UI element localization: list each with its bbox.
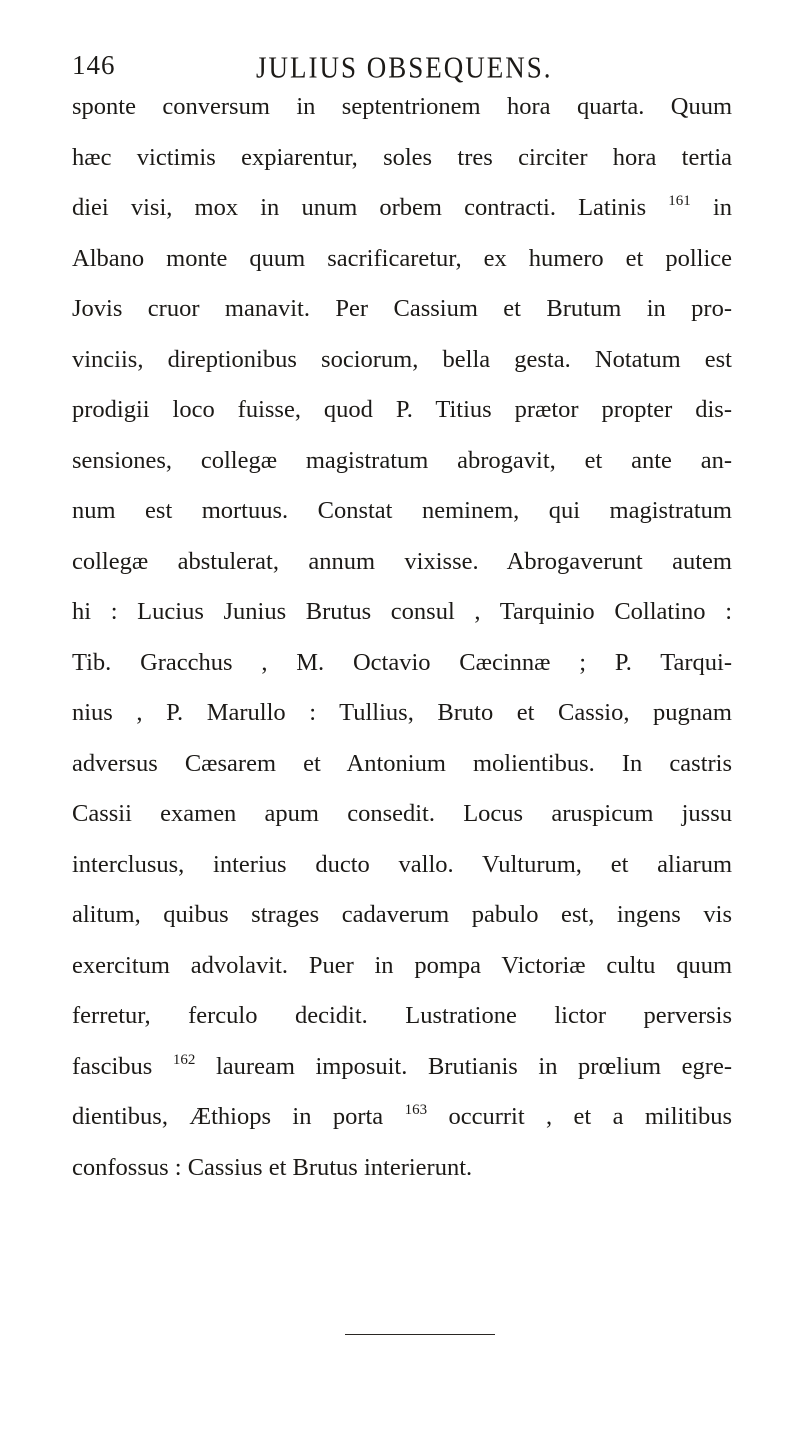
text-segment: ferretur, ferculo decidit. Lustratione lictor perversis	[72, 1002, 732, 1029]
text-segment: Albano monte quum sacrificaretur, ex humero et pollice	[72, 244, 732, 272]
text-line	[72, 82, 732, 133]
text-line	[72, 436, 732, 487]
text-segment: Jovis cruor manavit. Per Cassium et Brutum in pro-	[72, 295, 732, 322]
text-line	[72, 284, 732, 335]
footnote-reference: 163	[404, 1102, 428, 1118]
text-segment: sensiones, collegæ magistratum abrogavit, et ante an-	[72, 446, 732, 474]
text-line	[72, 991, 732, 1042]
footnote-reference: 162	[172, 1051, 196, 1068]
text-line	[72, 1143, 732, 1194]
text-line	[72, 739, 732, 790]
text-segment: Cassii examen apum consedit. Locus aruspicum jussu	[72, 800, 732, 827]
text-segment: occurrit , et a militibus	[427, 1103, 732, 1130]
text-line	[72, 385, 732, 436]
text-segment: alitum, quibus strages cadaverum pabulo est, ingens vis	[72, 901, 732, 928]
text-line	[72, 890, 732, 941]
text-line	[72, 638, 732, 689]
text-segment: hi : Lucius Junius Brutus consul , Tarquinio Collatino :	[72, 598, 732, 625]
text-line	[72, 234, 732, 285]
text-line	[72, 688, 732, 739]
text-segment: lauream imposuit. Brutianis in prœlium egre-	[195, 1052, 732, 1080]
text-segment: nius , P. Marullo : Tullius, Bruto et Cassio, pugnam	[72, 699, 732, 726]
text-line	[72, 789, 732, 840]
text-line	[72, 1042, 732, 1093]
text-segment: sponte conversum in septentrionem hora quarta. Quum	[72, 93, 732, 120]
text-segment: in	[690, 194, 732, 221]
text-line	[72, 183, 732, 234]
text-segment: exercitum advolavit. Puer in pompa Victoriæ cultu quum	[72, 951, 732, 979]
text-segment: dientibus, Æthiops in porta	[72, 1103, 405, 1130]
section-end-rule	[345, 1334, 495, 1335]
text-segment: vinciis, direptionibus sociorum, bella gesta. Notatum est	[72, 345, 732, 373]
text-line	[72, 537, 732, 588]
text-line	[72, 840, 732, 891]
page-number: 146	[72, 50, 116, 80]
text-segment: prodigii loco fuisse, quod P. Titius prætor propter dis-	[72, 396, 732, 423]
text-segment: collegæ abstulerat, annum vixisse. Abrogaverunt autem	[72, 547, 732, 575]
text-segment: hæc victimis expiarentur, soles tres circiter hora tertia	[72, 143, 732, 171]
footnote-reference: 161	[668, 193, 691, 209]
text-segment: confossus : Cassius et Brutus interierunt.	[72, 1153, 473, 1181]
text-line	[72, 133, 732, 184]
text-segment: adversus Cæsarem et Antonium molientibus. In castris	[72, 749, 732, 777]
text-line	[72, 587, 732, 638]
text-line	[72, 486, 732, 537]
text-segment: interclusus, interius ducto vallo. Vulturum, et aliarum	[72, 850, 732, 878]
text-segment: diei visi, mox in unum orbem contracti. Latinis	[72, 194, 669, 221]
text-segment: Tib. Gracchus , M. Octavio Cæcinnæ ; P. Tarqui-	[72, 648, 732, 676]
text-line	[72, 335, 732, 386]
body-text	[72, 82, 732, 1193]
text-segment: num est mortuus. Constat neminem, qui magistratum	[72, 497, 732, 524]
text-segment: fascibus	[72, 1052, 173, 1080]
text-line	[72, 941, 732, 992]
text-line	[72, 1092, 732, 1143]
running-head: JULIUS OBSEQUENS.	[256, 50, 553, 85]
